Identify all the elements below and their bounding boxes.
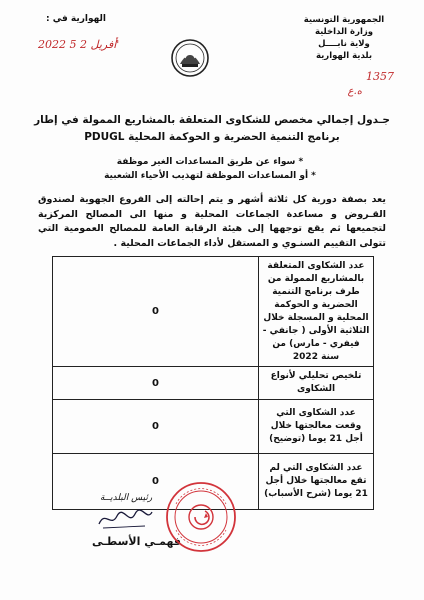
- row-label-processed-in-time: عدد الشكاوى التي وقعت معالجتها خلال أجل 21 يوما (توضيح): [259, 400, 374, 454]
- bullet-item-targeted: * أو المساعدات الموظفة لتهذيب الأحياء الشعبية: [104, 171, 316, 181]
- funding-types-list: [60, 155, 360, 183]
- table-row: [53, 257, 374, 367]
- row-value-not-processed-in-time: 0: [53, 454, 259, 510]
- signatory-title: رئيس البلديــة: [100, 493, 153, 503]
- table-row: [53, 400, 374, 454]
- complaints-summary-table: [52, 256, 374, 510]
- row-label-complaint-types: تلخيص تحليلي لأنواع الشكاوى: [259, 367, 374, 400]
- authority-line-ministry: وزارة الداخلية: [314, 27, 374, 37]
- authority-line-governorate: ولاية نابــــل: [318, 39, 370, 49]
- row-label-registered-complaints: عدد الشكاوى المتعلقة بالمشاريع الممولة من طرف برنامج التنمية الحضرية و الحوكمة المحلية و المسجلة خلال الثلاثية الأولى ( جانفي - فيفري - مارس) من سنة 2022: [259, 257, 374, 367]
- handwritten-date: 2022 أفريل 2 5': [38, 38, 120, 51]
- row-label-not-processed-in-time: عدد الشكاوى التي لم تقع معالجتها خلال أجل 21 يوما (شرح الأسباب): [259, 454, 374, 510]
- issuing-authority: [284, 14, 404, 62]
- signatory-name: فهمـي الأسطـى: [92, 535, 181, 548]
- table-row: [53, 367, 374, 400]
- authority-line-country: الجمهورية التونسية: [303, 15, 385, 25]
- authority-line-municipality: بلدية الهوارية: [315, 51, 373, 61]
- procedure-paragraph: يعد بصفة دورية كل ثلاثة أشهر و يتم إحالته إلى الفروع الجهوية لصندوق القـروض و مساعدة الجماعات المحلية و منها الى المصالح المركزية لتجميعها ثم يقع توجهها إلى هيئة الرقابة العامة للمصالح العمومية التي تتولى التقييم السنـوي و المستقل لأداء الجماعات المحلية .: [38, 194, 386, 249]
- handwritten-reference-suffix: ه.ع: [347, 86, 362, 97]
- official-stamp-icon: [162, 478, 240, 556]
- bullet-item-untargeted: * سواء عن طريق المساعدات الغير موظفة: [116, 157, 304, 167]
- title-line-2: برنامج التنمية الحضرية و الحوكمة المحلية PDUGL: [84, 131, 340, 143]
- row-value-registered-complaints: 0: [53, 257, 259, 367]
- title-line-1: جـدول إجمالي مخصص للشكاوى المتعلقة بالمشاريع الممولة في إطار: [34, 114, 390, 126]
- document-title: [24, 112, 400, 146]
- municipality-emblem-icon: [170, 38, 210, 78]
- row-value-processed-in-time: 0: [53, 400, 259, 454]
- handwritten-signature-icon: [95, 506, 155, 532]
- date-place-label: الهوارية في :: [46, 14, 107, 24]
- handwritten-reference-number: 1357: [366, 70, 394, 83]
- row-value-complaint-types: 0: [53, 367, 259, 400]
